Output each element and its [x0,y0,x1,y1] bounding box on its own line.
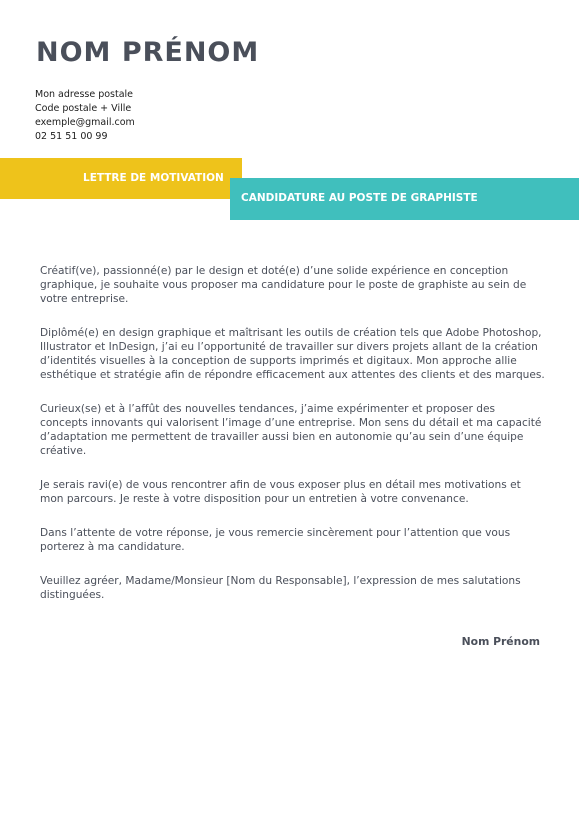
paragraph: Veuillez agréer, Madame/Monsieur [Nom du Responsable], l’expression de mes salutations distinguées. [40,575,521,601]
sender-name: NOM PRÉNOM [36,37,260,68]
letter-body [40,264,546,622]
email-address: exemple@gmail.com [35,117,135,128]
phone-number: 02 51 51 00 99 [35,131,108,142]
paragraph: Curieux(se) et à l’affût des nouvelles tendances, j’aime expérimenter et proposer des concepts innovants qui valorisent l’image d’une entreprise. Mon sens du détail et ma capacité d’adaptation me permettent de travailler aussi bien en autonomie qu’au sein d’une équipe créative. [40,403,542,457]
contact-block [35,88,135,144]
paragraph: Diplômé(e) en design graphique et maîtrisant les outils de création tels que Adobe Photoshop, Illustrator et InDesign, j’ai eu l’opportunité de travailler sur divers projets allant de la création d’identités visuelles à la conception de supports imprimés et digitaux. Mon approche allie esthétique et stratégie afin de répondre efficacement aux attentes des clients et des marques. [40,327,545,381]
paragraph: Créatif(ve), passionné(e) par le design et doté(e) d’une solide expérience en conception graphique, je souhaite vous proposer ma candidature pour le poste de graphiste au sein de votre entreprise. [40,265,527,305]
paragraph: Dans l’attente de votre réponse, je vous remercie sincèrement pour l’attention que vous porterez à ma candidature. [40,527,511,553]
paragraph: Je serais ravi(e) de vous rencontrer afin de vous exposer plus en détail mes motivations et mon parcours. Je reste à votre disposition pour un entretien à votre convenance. [40,479,521,505]
signature: Nom Prénom [461,635,540,648]
postal-address: Mon adresse postale [35,89,134,100]
subject-label: CANDIDATURE AU POSTE DE GRAPHISTE [241,192,478,204]
postal-code-city: Code postale + Ville [35,103,132,114]
letter-type-label: LETTRE DE MOTIVATION [83,172,224,184]
